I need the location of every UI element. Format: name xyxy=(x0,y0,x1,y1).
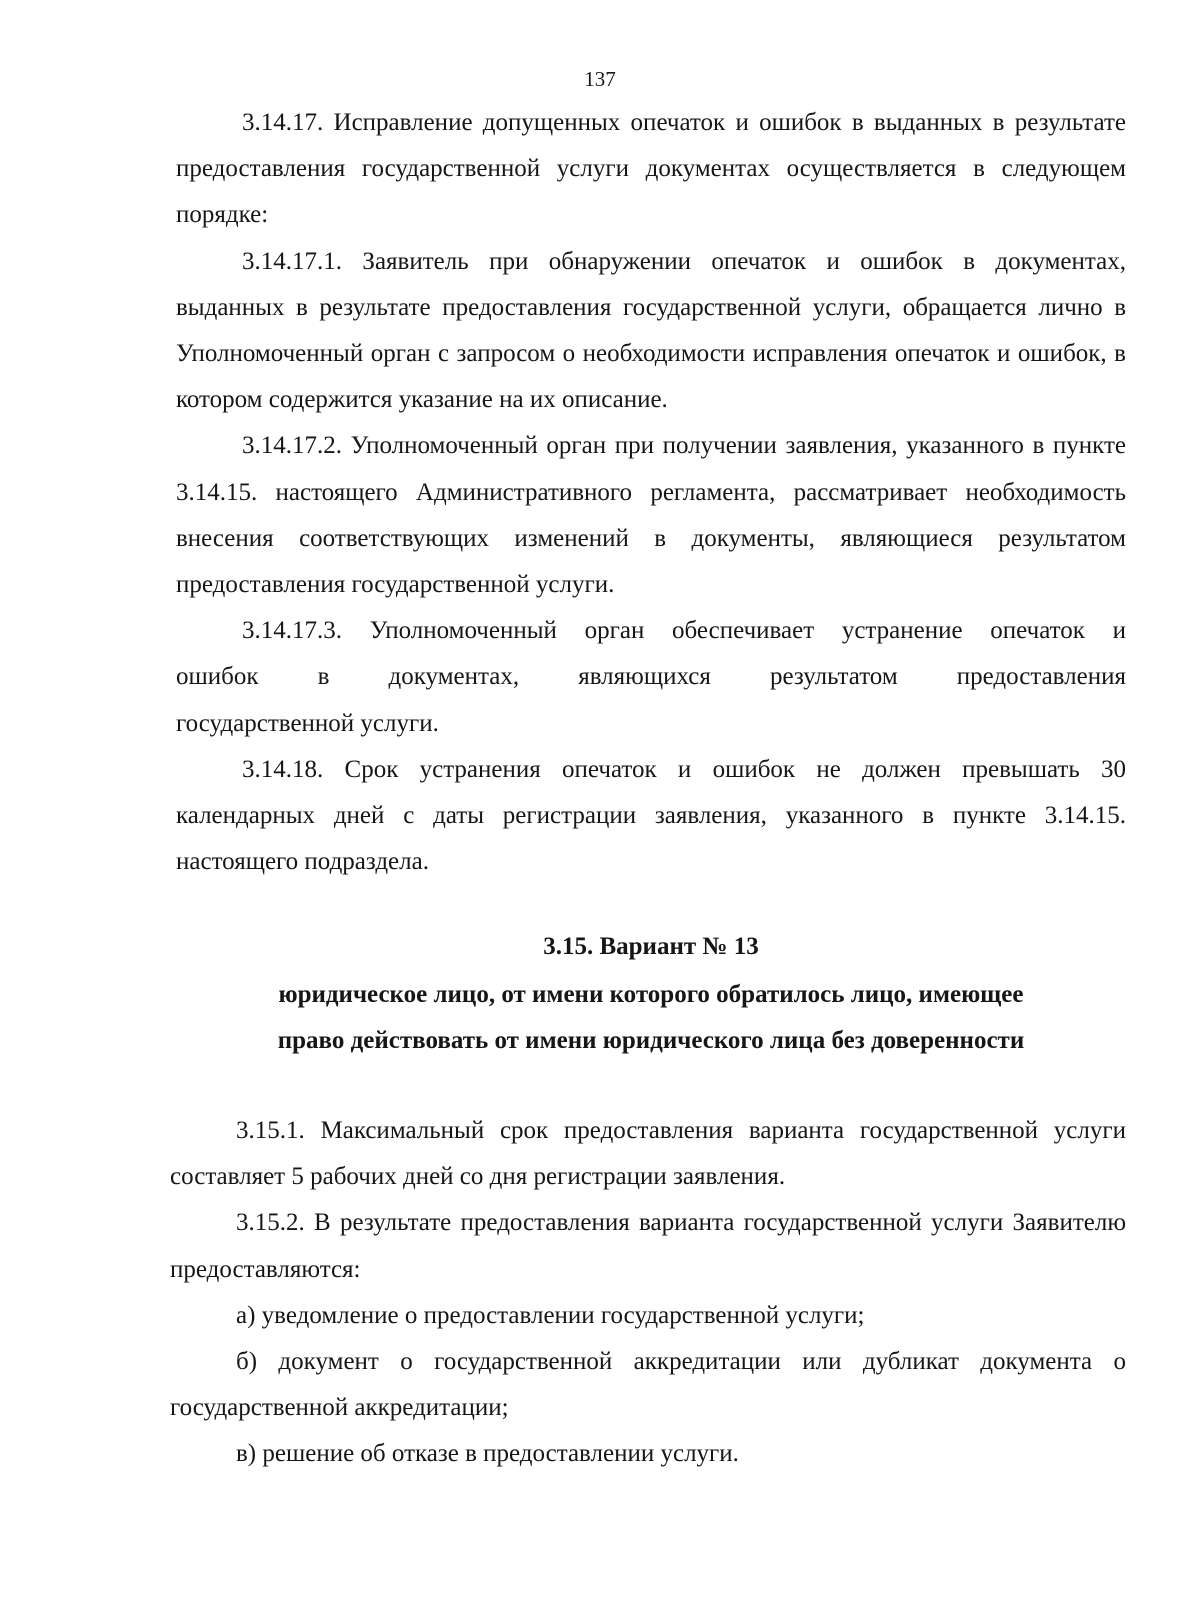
section-3-15-subtitle-line1: юридическое лицо, от имени которого обратилось лицо, имеющее xyxy=(278,981,1024,1008)
paragraph-3-14-17-3-line1: 3.14.17.3. Уполномоченный орган обеспечивает устранение опечаток и xyxy=(242,617,1126,645)
paragraph-3-15-2: 3.15.2. В результате предоставления варианта государственной услуги Заявителю предоставляются: xyxy=(170,1209,1126,1283)
list-item-a: а) уведомление о предоставлении государственной услуги; xyxy=(236,1301,865,1329)
paragraph-3-14-18: 3.14.18. Срок устранения опечаток и ошибок не должен превышать 30 календарных дней с даты регистрации заявления, указанного в пункте 3.14.15. настоящего подраздела. xyxy=(176,755,1126,876)
paragraph-3-15-1: 3.15.1. Максимальный срок предоставления варианта государственной услуги составляет 5 рабочих дней со дня регистрации заявления. xyxy=(170,1117,1126,1191)
page-number: 137 xyxy=(584,67,616,91)
list-item-b: б) документ о государственной аккредитации или дубликат документа о государственной аккредитации; xyxy=(170,1348,1126,1422)
list-item-v: в) решение об отказе в предоставлении услуги. xyxy=(236,1440,739,1468)
paragraph-3-14-17: 3.14.17. Исправление допущенных опечаток и ошибок в выданных в результате предоставления государственной услуги документах осуществляется в следующем порядке: xyxy=(176,109,1126,229)
paragraph-3-14-17-2: 3.14.17.2. Уполномоченный орган при получении заявления, указанного в пункте 3.14.15. настоящего Административного регламента, рассматривает необходимость внесения соответствующих изменений в документы, являющиеся результатом предоставления государственной услуги. xyxy=(176,432,1126,599)
paragraph-3-14-17-1: 3.14.17.1. Заявитель при обнаружении опечаток и ошибок в документах, выданных в результате предоставления государственной услуги, обращается лично в Уполномоченный орган с запросом о необходимости исправления опечаток и ошибок, в котором содержится указание на их описание. xyxy=(176,247,1126,414)
section-3-15-title: 3.15. Вариант № 13 xyxy=(543,933,759,960)
paragraph-3-14-17-3 xyxy=(176,608,1126,747)
section-3-15-subtitle-line2: право действовать от имени юридического лица без доверенности xyxy=(277,1027,1025,1054)
section-3-14-body xyxy=(176,100,1126,885)
paragraph-3-14-17-3-line3: государственной услуги. xyxy=(176,709,439,737)
paragraph-3-14-17-3-line2: ошибок в документах, являющихся результатом предоставления xyxy=(176,663,1126,691)
section-3-15-body xyxy=(170,1108,1126,1478)
